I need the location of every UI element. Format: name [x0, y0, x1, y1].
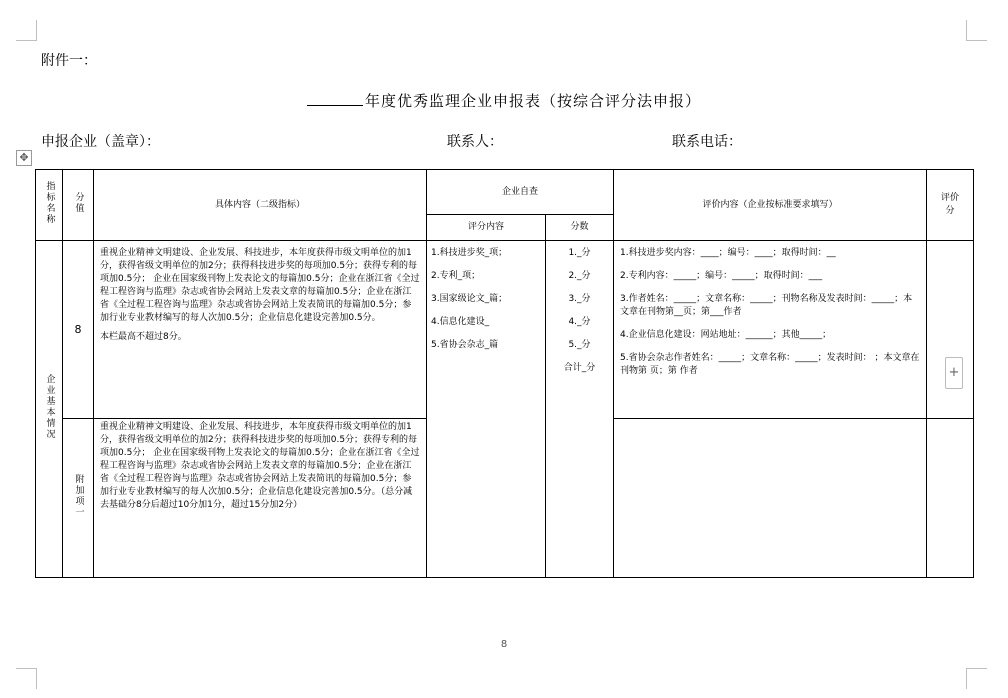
row1-eval-score[interactable]: [927, 241, 974, 419]
score-item[interactable]: 4._分: [568, 317, 591, 327]
application-form-table: [35, 169, 974, 578]
document-title: [0, 90, 1008, 111]
eval-item[interactable]: 2.专利内容：_____；编号：_____；取得时间：___: [620, 271, 823, 281]
row2-eval-score[interactable]: [927, 419, 974, 578]
score-item[interactable]: 5._分: [568, 340, 591, 350]
self-item[interactable]: 2.专利_项；: [431, 271, 481, 281]
add-column-button[interactable]: +: [945, 357, 963, 389]
year-blank[interactable]: [307, 91, 363, 106]
title-text: 年度优秀监理企业申报表（按综合评分法申报）: [364, 92, 701, 110]
phone-label: 联系电话：: [672, 134, 742, 150]
attachment-label: 附件一：: [41, 53, 97, 69]
eval-item[interactable]: 5.省协会杂志作者姓名：_____；文章名称：_____；发表时间： ；本文章在刊物第 页；第 作者: [620, 353, 920, 376]
page-corner-mark: [966, 668, 987, 689]
score-item[interactable]: 3._分: [568, 294, 591, 304]
page-number: 8: [500, 639, 508, 650]
self-item[interactable]: 4.信息化建设_: [431, 317, 490, 327]
row1-note: 本栏最高不超过8分。: [100, 332, 187, 342]
row2-content-text: 重视企业精神文明建设、企业发展、科技进步，本年度获得市级文明单位的加1分，获得省级文明单位的加2分；获得科技进步奖的每项加0.5分；获得专利的每项加0.5分； 企业在国家级刊物上发表论文的每篇加0.5分；企业在浙江省《全过程工程咨询与监理》杂志或省协会网站上发表文章的每篇加0.5分；企业在浙江省《全过程工程咨询与监理》杂志或省协会网站上发表简讯的每篇加0.5分；参加行业专业教材编写的每人次加0.5分；企业信息化建设完善加0.5分。（总分减去基础分8分后超过10分加1分，超过15分加2分）: [100, 422, 420, 510]
header-eval-score: 评价分: [927, 170, 974, 241]
self-item[interactable]: 3.国家级论文_篇；: [431, 294, 508, 304]
row1-points: 8: [63, 241, 94, 419]
page-corner-mark: [16, 668, 37, 689]
eval-items: [614, 241, 927, 419]
header-points: 分值: [63, 170, 94, 241]
page-corner-mark: [16, 20, 37, 41]
row1-content: [94, 241, 427, 419]
score-item[interactable]: 2._分: [568, 271, 591, 281]
self-check-items: [427, 241, 546, 578]
eval-item[interactable]: 3.作者姓名：_____；文章名称：_____；刊物名称及发表时间：_____；本文章在刊物第__页；第___作者: [620, 294, 913, 317]
self-item[interactable]: 5.省协会杂志_篇: [431, 340, 499, 350]
self-item[interactable]: 1.科技进步奖_项；: [431, 248, 508, 258]
header-content: 具体内容（二级指标）: [94, 170, 427, 241]
eval-item[interactable]: 4.企业信息化建设：网站地址：______；其他_____；: [620, 330, 832, 340]
row2-eval-content[interactable]: [614, 419, 927, 578]
applicant-label: 申报企业（盖章）：: [41, 134, 160, 150]
row2-points: 附加项一: [63, 419, 94, 578]
score-items: [546, 241, 614, 578]
category-cell: 企业基本情况: [36, 241, 63, 578]
table-move-handle-icon[interactable]: ✥: [16, 150, 32, 166]
score-item[interactable]: 1._分: [568, 248, 591, 258]
header-self-check: 企业自查: [427, 170, 614, 215]
header-indicator: 指标名称: [36, 170, 63, 241]
eval-item[interactable]: 1.科技进步奖内容：____；编号：____；取得时间：__: [620, 248, 836, 258]
row2-content: [94, 419, 427, 578]
row1-content-text: 重视企业精神文明建设、企业发展、科技进步，本年度获得市级文明单位的加1分，获得省级文明单位的加2分；获得科技进步奖的每项加0.5分；获得专利的每项加0.5分； 企业在国家级刊物上发表论文的每篇加0.5分；企业在浙江省《全过程工程咨询与监理》杂志或省协会网站上发表文章的每篇加0.5分；企业在浙江省《全过程工程咨询与监理》杂志或省协会网站上发表简讯的每篇加0.5分；参加行业专业教材编写的每人次加0.5分；企业信息化建设完善加0.5分。: [100, 248, 420, 323]
page-corner-mark: [966, 20, 987, 41]
header-score-content: 评分内容: [427, 215, 546, 241]
score-total[interactable]: 合计_分: [563, 363, 596, 373]
header-eval-content: 评价内容（企业按标准要求填写）: [614, 170, 927, 241]
contact-label: 联系人：: [447, 134, 503, 150]
header-score: 分数: [546, 215, 614, 241]
